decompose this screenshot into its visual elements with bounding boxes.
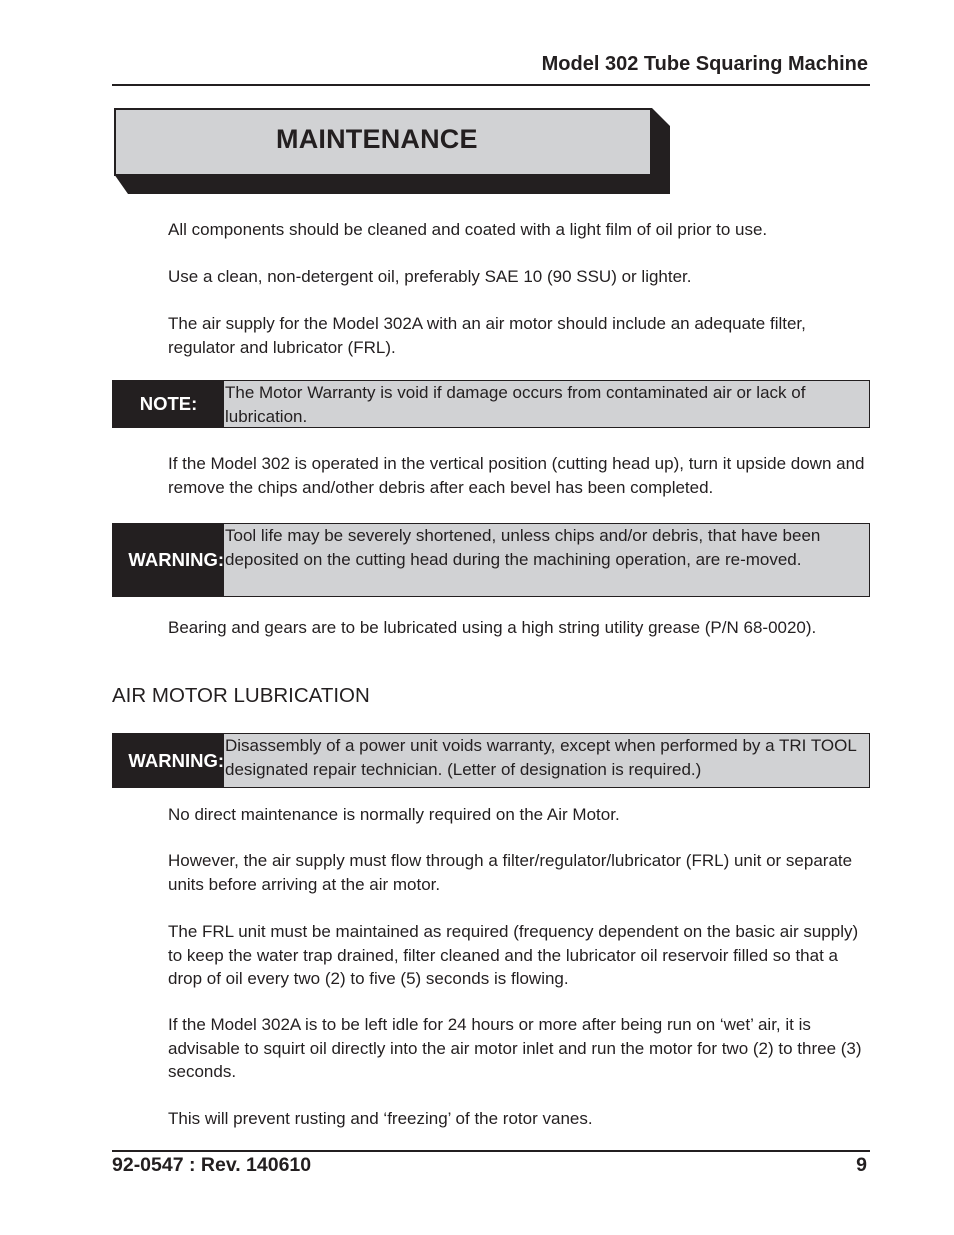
paragraph: No direct maintenance is normally required on the Air Motor. [168, 805, 620, 824]
page-number: 9 [856, 1154, 867, 1176]
warning-label: WARNING: [113, 524, 224, 596]
paragraph: If the Model 302A is to be left idle for 24 hours or more after being run on ‘wet’ air, it is advisable to squirt oil directly into the air motor inlet and run the motor for two (2) to three (3) seconds. [168, 1015, 862, 1081]
section-banner [114, 108, 670, 194]
warning-text: Disassembly of a power unit voids warranty, except when performed by a TRI TOOL designated repair technician. (Letter of designation is required.) [225, 736, 857, 779]
warning-label: WARNING: [113, 734, 224, 787]
warning-callout [112, 733, 870, 788]
footer-rule [112, 1150, 870, 1152]
warning-text: Tool life may be severely shortened, unless chips and/or debris, that have been deposited on the cutting head during the machining operation, are re-moved. [225, 526, 821, 569]
paragraph: If the Model 302 is operated in the vertical position (cutting head up), turn it upside down and remove the chips and/other debris after each bevel has been completed. [168, 454, 865, 497]
paragraph: Bearing and gears are to be lubricated using a high string utility grease (P/N 68-0020). [168, 618, 817, 637]
paragraph: All components should be cleaned and coated with a light film of oil prior to use. [168, 220, 768, 239]
note-callout [112, 380, 870, 428]
note-text: The Motor Warranty is void if damage occurs from contaminated air or lack of lubrication. [225, 383, 806, 426]
note-label: NOTE: [113, 381, 224, 427]
paragraph: Use a clean, non-detergent oil, preferably SAE 10 (90 SSU) or lighter. [168, 267, 692, 286]
subsection-title: AIR MOTOR LUBRICATION [112, 684, 370, 707]
paragraph: This will prevent rusting and ‘freezing’ of the rotor vanes. [168, 1109, 593, 1128]
header-rule [112, 84, 870, 86]
document-number: 92-0547 : Rev. 140610 [112, 1154, 312, 1176]
paragraph: The air supply for the Model 302A with an air motor should include an adequate filter, regulator and lubricator (FRL). [168, 314, 806, 357]
header-title: Model 302 Tube Squaring Machine [541, 53, 868, 75]
paragraph: The FRL unit must be maintained as required (frequency dependent on the basic air supply) to keep the water trap drained, filter cleaned and the lubricator oil reservoir filled so that a drop of oil every two (2) to five (5) seconds is flowing. [168, 922, 859, 988]
paragraph: However, the air supply must flow through a filter/regulator/lubricator (FRL) unit or separate units before arriving at the air motor. [168, 851, 853, 894]
section-title: MAINTENANCE [276, 124, 478, 154]
warning-callout [112, 523, 870, 597]
